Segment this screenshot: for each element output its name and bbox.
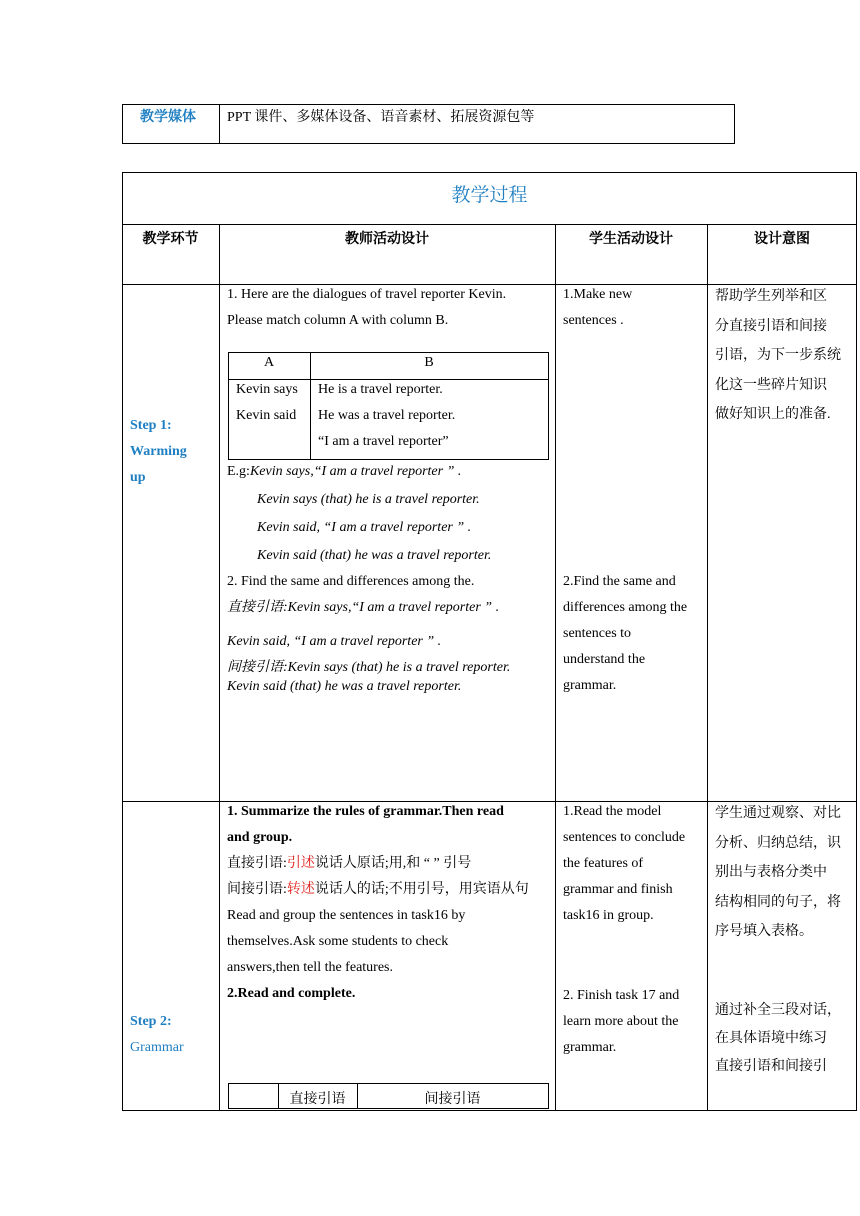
match-col-b: B xyxy=(424,355,434,370)
step1-examples: E.g:Kevin says,“I am a travel reporter ” . Kevin says (that) he is a travel reporter. Kevin said, “I am a travel reporter ” . Kevin said (that) he was a travel reporter. xyxy=(227,464,492,563)
step1-student-1: 1.Make new sentences . xyxy=(563,287,633,328)
quote-header-direct: 直接引语 xyxy=(289,1091,346,1107)
step1-task2: 2. Find the same and differences among the. xyxy=(227,574,475,589)
step2-student-1: 1.Read the model sentences to conclude the features of grammar and finish task16 in group. xyxy=(563,804,686,923)
match-b-rows: He is a travel reporter. He was a travel reporter. “I am a travel reporter” xyxy=(318,382,456,449)
match-col-a: A xyxy=(263,355,275,370)
step1-label: Step 1: Warming up xyxy=(130,418,187,485)
header-intent: 设计意图 xyxy=(754,231,810,247)
step1-direct: 直接引语:Kevin says,“I am a travel reporter ” . xyxy=(227,600,500,615)
step2-student-2: 2. Finish task 17 and learn more about the grammar. xyxy=(563,988,680,1055)
step1-student-2: 2.Find the same and differences among the sentences to understand the grammar. xyxy=(563,574,688,693)
process-title: 教学过程 xyxy=(451,184,528,206)
header-teacher: 教师活动设计 xyxy=(345,231,429,247)
step2-intent-2: 通过补全三段对话， 在具体语境中练习 直接引语和间接引 xyxy=(715,1003,841,1074)
media-value: PPT 课件、多媒体设备、语音素材、拓展资源包等 xyxy=(227,110,535,125)
match-a-rows: Kevin says Kevin said xyxy=(236,382,298,423)
step2-teacher: 1. Summarize the rules of grammar.Then read and group. 直接引语:引述说话人原话;用,和 “ ” 引号 间接引语:转述说话人的话;不用引号，用宾语从句 Read and group the sentences in task16 by themselves.Ask some students to check answers,then tell the features. 2.Read and complete. xyxy=(227,804,529,1001)
step2-intent-1: 学生通过观察、对比 分析、归纳总结，识 别出与表格分类中 结构相同的句子，将 序号填入表格。 xyxy=(715,806,841,939)
quote-header-indirect: 间接引语 xyxy=(424,1091,481,1107)
step1-direct-2: Kevin said, “I am a travel reporter ” . xyxy=(227,634,442,649)
header-stage: 教学环节 xyxy=(142,231,199,247)
step1-indirect: 间接引语:Kevin says (that) he is a travel reporter. Kevin said (that) he was a travel reporter. xyxy=(227,660,511,694)
step2-label: Step 2: Grammar xyxy=(130,1014,184,1055)
step1-intent: 帮助学生列举和区 分直接引语和间接 引语，为下一步系统 化这一些碎片知识 做好知识上的准备. xyxy=(715,289,841,422)
step1-task1: 1. Here are the dialogues of travel reporter Kevin. Please match column A with column B. xyxy=(227,287,507,328)
header-student: 学生活动设计 xyxy=(589,231,673,247)
media-label: 教学媒体 xyxy=(140,109,196,125)
